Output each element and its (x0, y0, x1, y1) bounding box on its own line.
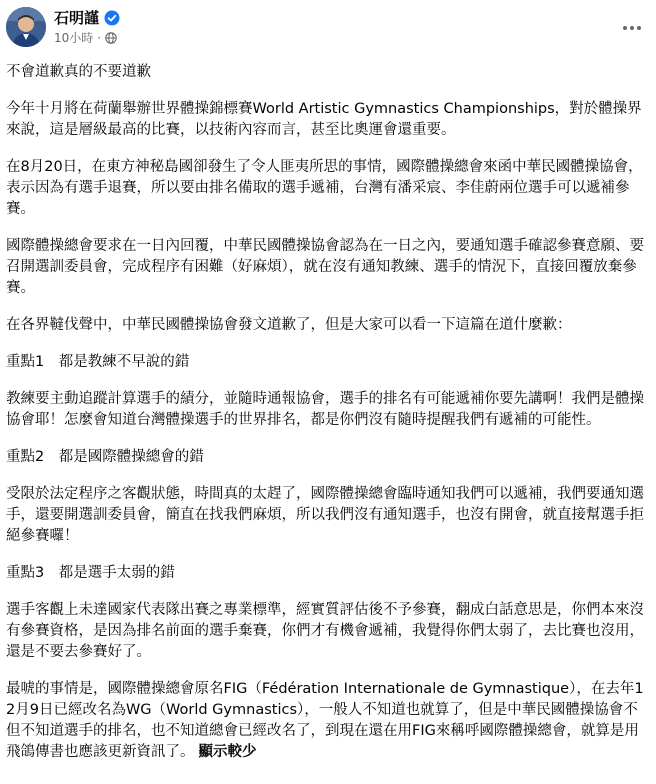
verified-badge-icon (104, 10, 120, 26)
see-less-button[interactable]: 顯示較少 (198, 744, 257, 760)
post-paragraph: 在各界韃伐聲中，中華民國體操協會發文道歉了，但是大家可以看一下這篇在道什麼歉： (6, 317, 572, 333)
author-name[interactable]: 石明謹 (54, 9, 100, 27)
post-paragraph: 國際體操總會要求在一日內回覆，中華民國體操協會認為在一日之內，要通知選手確認參賽意願、要召開選訓委員會，完成程序有困難（好麻煩），就在沒有通知教練、選手的情況下，直接回覆放棄參賽。 (6, 238, 644, 296)
avatar[interactable] (6, 7, 46, 47)
post-body (6, 62, 650, 779)
meta-separator: · (97, 31, 102, 45)
more-options-button[interactable] (614, 10, 650, 46)
post-last-paragraph (6, 679, 650, 763)
post-paragraph-text: 最唬的事情是，國際體操總會原名FIG（Fédération Internationale de Gymnastique），在去年12月9日已經改名為WG（World Gymnastics），一般人不知道也就算了，但是中華民國體操協會不但不知道選手的排名，也不知道總會已經改名了，到現在還在用FIG來稱呼國際體操總會，就算是用飛鴿傳書也應該更新資訊了。 (6, 681, 644, 760)
post-paragraph: 重點2 都是國際體操總會的錯 (6, 449, 204, 465)
post-time[interactable]: 10小時 (54, 31, 94, 45)
post-paragraph: 不會道歉真的不要道歉 (6, 64, 151, 80)
post-paragraph: 重點1 都是教練不早說的錯 (6, 354, 190, 370)
post-paragraph: 選手客觀上未達國家代表隊出賽之專業標準，經實質評估後不予參賽，翻成白話意思是，你們本來沒有參賽資格，是因為排名前面的選手棄賽，你們才有機會遞補，我覺得你們太弱了，去比賽也沒用，還是不要去參賽好了。 (6, 602, 644, 660)
post-meta (54, 30, 117, 46)
post-paragraph: 在8月20日，在東方神秘島國卻發生了令人匪夷所思的事情，國際體操總會來函中華民國體操協會，表示因為有選手退賽，所以要由排名備取的選手遞補，台灣有潘采宸、李佳蔚兩位選手可以遞補參賽。 (6, 159, 643, 217)
post-paragraph: 重點3 都是選手太弱的錯 (6, 565, 175, 581)
post-paragraph: 受限於法定程序之客觀狀態，時間真的太趕了，國際體操總會臨時通知我們可以遞補，我們要通知選手，還要開選訓委員會，簡直在找我們麻煩，所以我們沒有通知選手，也沒有開會，就直接幫選手拒絕參賽囉！ (6, 486, 644, 544)
post-paragraph: 今年十月將在荷蘭舉辦世界體操錦標賽World Artistic Gymnastics Championships，對於體操界來說，這是層級最高的比賽，以技術內容而言，甚至比奧運會還重要。 (6, 101, 642, 138)
globe-icon[interactable] (105, 32, 117, 44)
post-header (0, 0, 656, 56)
post-paragraph: 教練要主動追蹤計算選手的績分，並隨時通報協會，選手的排名有可能遞補你要先講啊！我們是體操協會耶！怎麼會知道台灣體操選手的世界排名，都是你們沒有隨時提醒我們有遞補的可能性。 (6, 391, 644, 428)
avatar-image (6, 7, 46, 47)
more-options-icon (622, 25, 642, 31)
